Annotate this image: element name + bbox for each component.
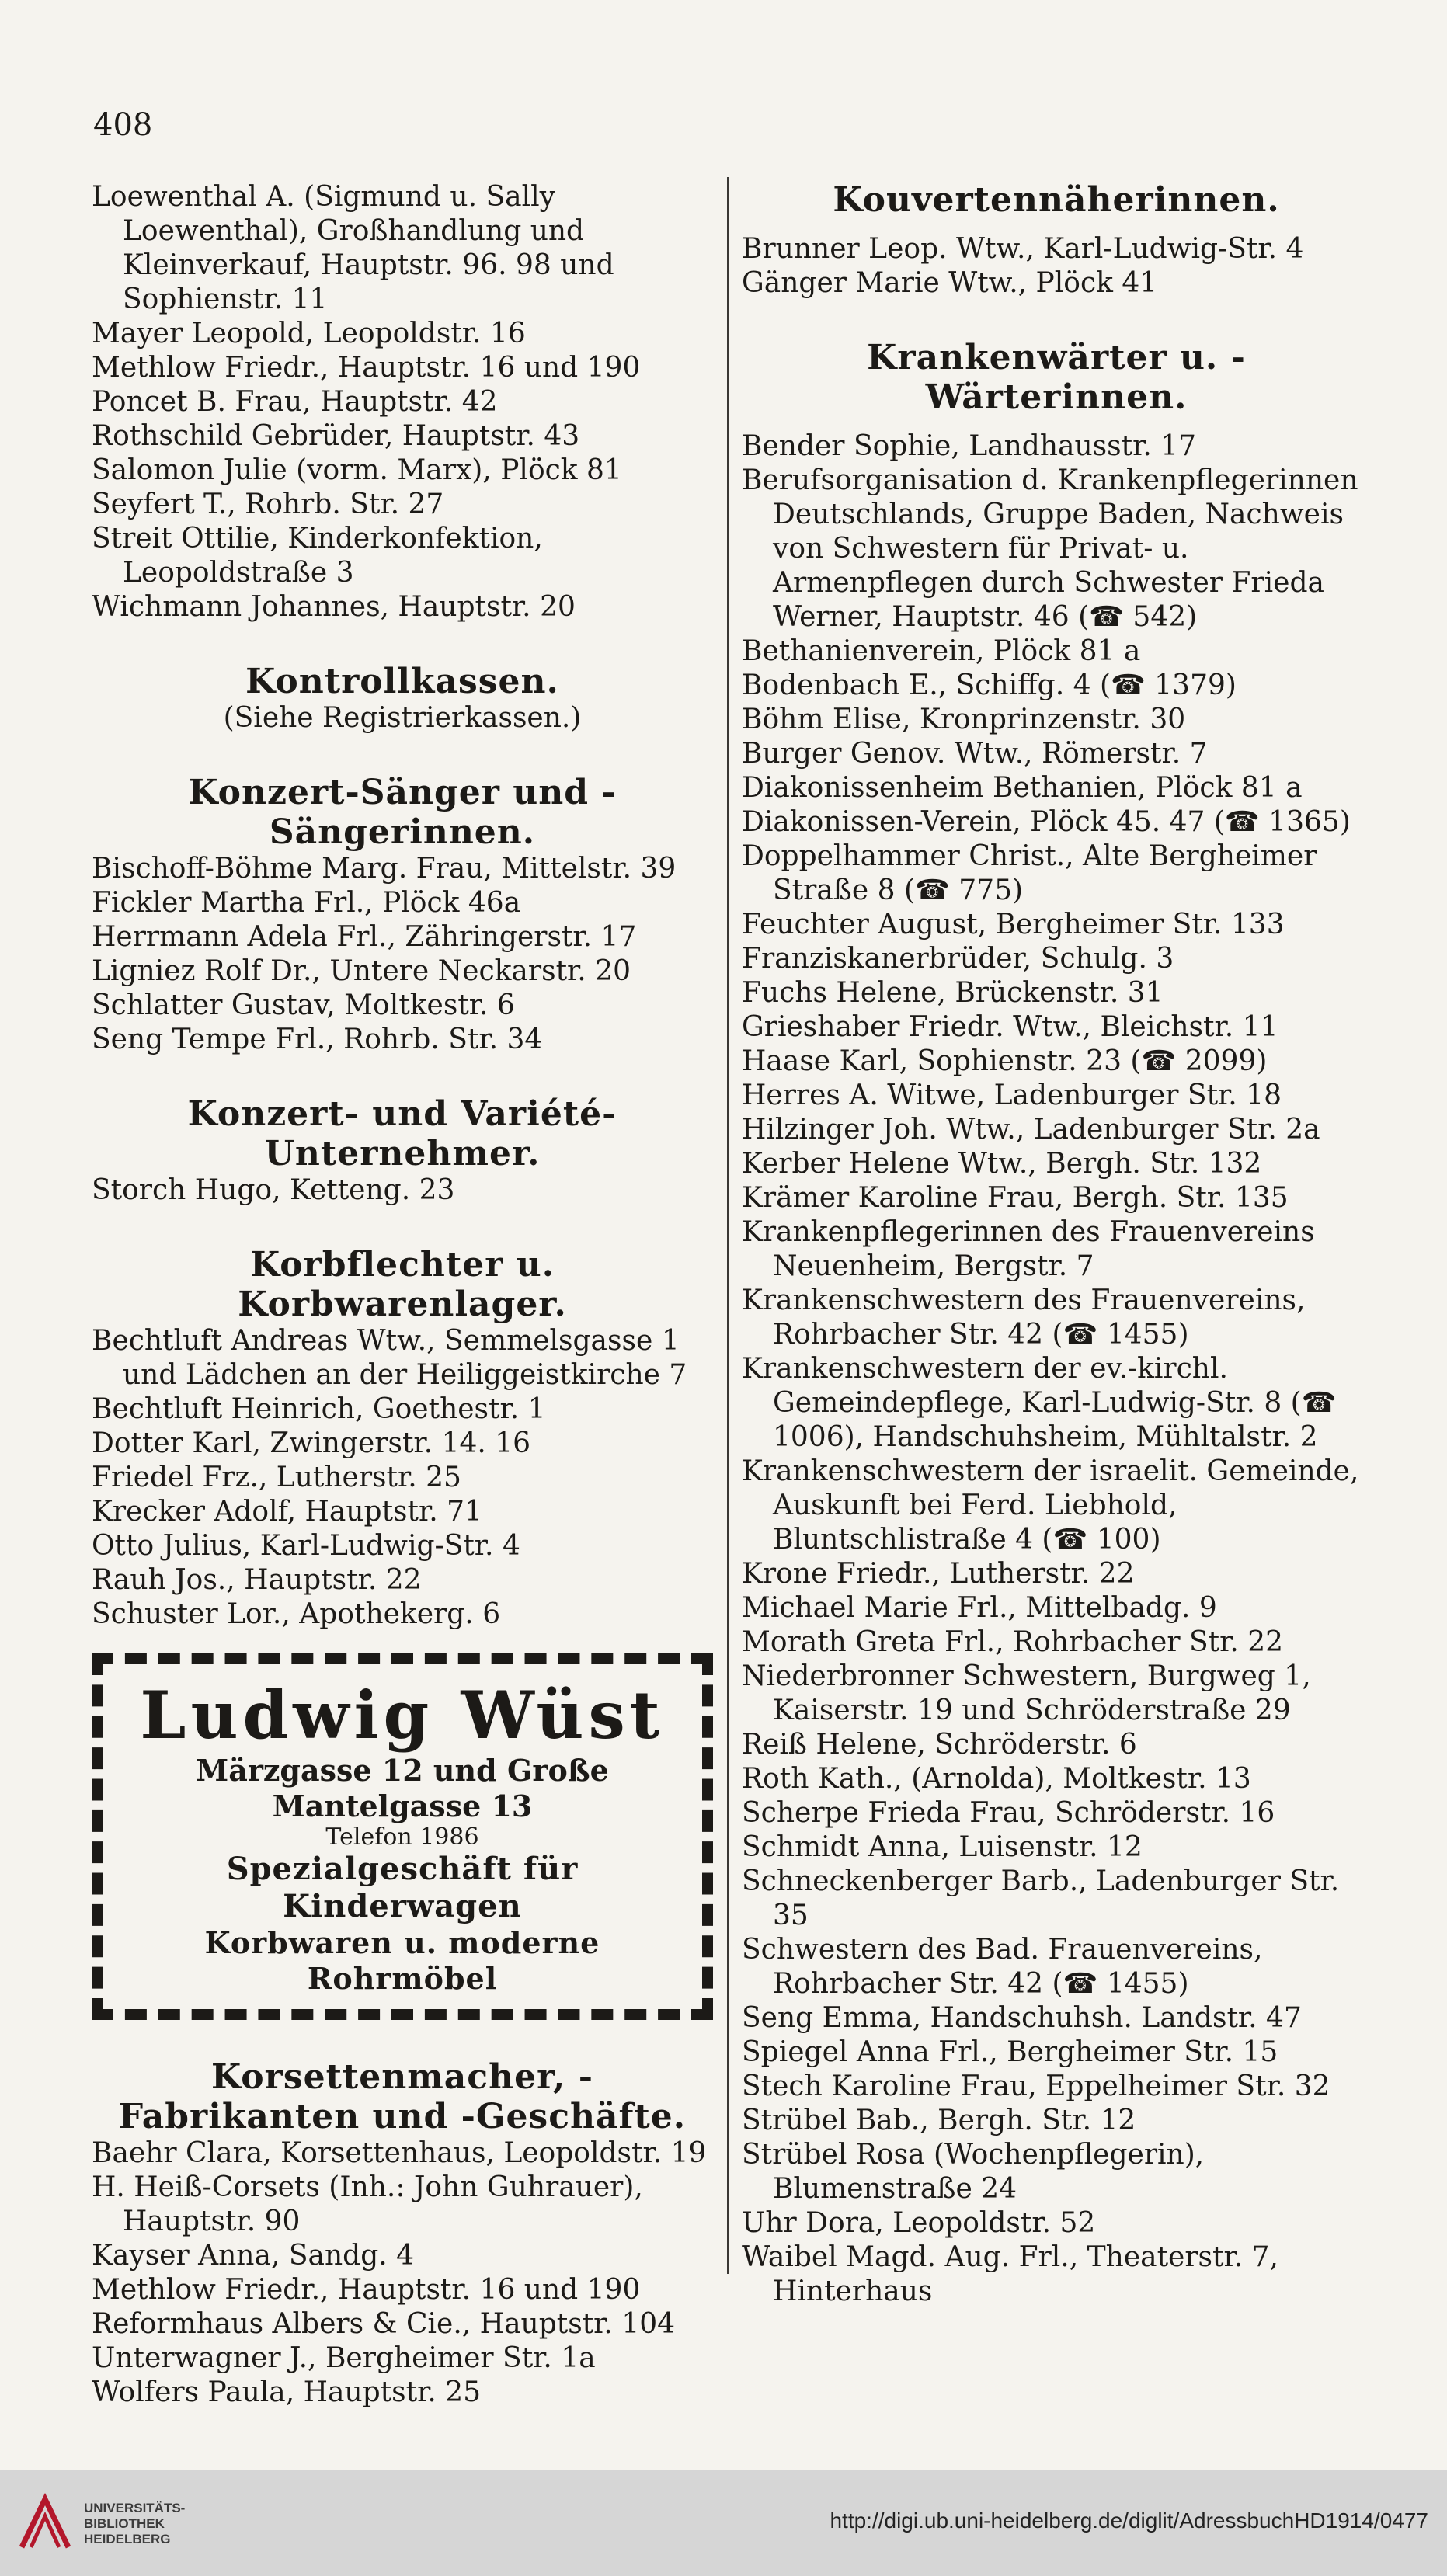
list-item: Bischoff-Böhme Marg. Frau, Mittelstr. 39	[92, 853, 677, 885]
section-heading-kontrollkassen: Kontrollkassen.	[245, 662, 559, 701]
list-item: Bender Sophie, Landhausstr. 17	[742, 430, 1197, 462]
list-item: Krankenschwestern der israelit. Gemeinde, Auskunft bei Ferd. Liebhold, Bluntschlistraße 4 (☎ 100)	[742, 1455, 1359, 1556]
list-item: Spiegel Anna Frl., Bergheimer Str. 15	[742, 2036, 1278, 2068]
list-item: Burger Genov. Wtw., Römerstr. 7	[742, 738, 1208, 770]
list-item: Kayser Anna, Sandg. 4	[92, 2240, 415, 2272]
list-item: Schwestern des Bad. Frauenvereins, Rohrbacher Str. 42 (☎ 1455)	[742, 1934, 1263, 2000]
list-item: Diakonissenheim Bethanien, Plöck 81 a	[742, 772, 1303, 804]
list-item: Scherpe Frieda Frau, Schröderstr. 16	[742, 1797, 1275, 1829]
section-heading-kouverten: Kouvertennäherinnen.	[833, 180, 1280, 220]
list-item: H. Heiß-Corsets (Inh.: John Guhrauer), Hauptstr. 90	[92, 2171, 643, 2237]
list-item: Herrmann Adela Frl., Zähringerstr. 17	[92, 921, 637, 953]
list-item: Poncet B. Frau, Hauptstr. 42	[92, 386, 498, 418]
ad-tagline: Korbwaren u. moderne Rohrmöbel	[204, 1925, 600, 1996]
entries-list	[92, 2136, 713, 2410]
list-item: Strübel Rosa (Wochenpflegerin), Blumenstraße 24	[742, 2139, 1205, 2205]
left-column	[92, 180, 713, 2410]
list-item: Michael Marie Frl., Mittelbadg. 9	[742, 1592, 1217, 1624]
list-item: Haase Karl, Sophienstr. 23 (☎ 2099)	[742, 1045, 1268, 1077]
library-name: UNIVERSITÄTS- BIBLIOTHEK HEIDELBERG	[84, 2501, 186, 2546]
list-item: Reiß Helene, Schröderstr. 6	[742, 1729, 1137, 1761]
advertisement-box	[92, 1653, 713, 2020]
list-item: Strübel Bab., Bergh. Str. 12	[742, 2105, 1136, 2136]
section-heading-konzert-variete: Konzert- und Variété-Unternehmer.	[187, 1094, 617, 1173]
list-item: Otto Julius, Karl-Ludwig-Str. 4	[92, 1530, 520, 1562]
list-item: Kerber Helene Wtw., Bergh. Str. 132	[742, 1148, 1262, 1180]
list-item: Fuchs Helene, Brückenstr. 31	[742, 977, 1164, 1009]
list-item: Bodenbach E., Schiffg. 4 (☎ 1379)	[742, 669, 1237, 701]
ad-address: Märzgasse 12 und Große Mantelgasse 13	[196, 1753, 609, 1823]
list-item: Schuster Lor., Apothekerg. 6	[92, 1598, 501, 1630]
list-item: Friedel Frz., Lutherstr. 25	[92, 1462, 461, 1493]
list-item: Reformhaus Albers & Cie., Hauptstr. 104	[92, 2308, 676, 2340]
list-item: Hilzinger Joh. Wtw., Ladenburger Str. 2a	[742, 1114, 1320, 1145]
list-item: Seyfert T., Rohrb. Str. 27	[92, 488, 444, 520]
list-item: Schlatter Gustav, Moltkestr. 6	[92, 989, 515, 1021]
entries-list	[742, 429, 1371, 2309]
library-logo-icon	[14, 2493, 76, 2555]
source-url-link[interactable]: http://digi.ub.uni-heidelberg.de/diglit/AdressbuchHD1914/0477	[830, 2508, 1428, 2533]
list-item: Streit Ottilie, Kinderkonfektion, Leopoldstraße 3	[92, 523, 543, 589]
ad-telephone: Telefon 1986	[325, 1823, 479, 1851]
entries-list	[92, 317, 713, 624]
viewer-footer	[0, 2470, 1447, 2576]
list-item: Rauh Jos., Hauptstr. 22	[92, 1564, 422, 1596]
list-item: Herres A. Witwe, Ladenburger Str. 18	[742, 1079, 1282, 1111]
list-item: Doppelhammer Christ., Alte Bergheimer Straße 8 (☎ 775)	[742, 840, 1317, 906]
list-item: Ligniez Rolf Dr., Untere Neckarstr. 20	[92, 955, 631, 987]
list-item: Krankenpflegerinnen des Frauenvereins Neuenheim, Bergstr. 7	[742, 1216, 1315, 1282]
list-item: Dotter Karl, Zwingerstr. 14. 16	[92, 1427, 531, 1459]
list-item: Stech Karoline Frau, Eppelheimer Str. 32	[742, 2070, 1330, 2102]
section-heading-konzert-saenger: Konzert-Sänger und -Sängerinnen.	[188, 773, 617, 852]
list-item: Brunner Leop. Wtw., Karl-Ludwig-Str. 4	[742, 233, 1304, 265]
list-item: Grieshaber Friedr. Wtw., Bleichstr. 11	[742, 1011, 1278, 1043]
ad-tagline: Spezialgeschäft für Kinderwagen	[226, 1851, 579, 1924]
cross-reference: (Siehe Registrierkassen.)	[223, 702, 582, 734]
list-item: Berufsorganisation d. Krankenpflegerinnen Deutschlands, Gruppe Baden, Nachweis von Schwestern für Privat- u. Armenpflegen durch Schwester Frieda Werner, Hauptstr. 46 (☎ 542)	[742, 464, 1358, 633]
list-item: Diakonissen-Verein, Plöck 45. 47 (☎ 1365)	[742, 806, 1351, 838]
list-item: Morath Greta Frl., Rohrbacher Str. 22	[742, 1626, 1284, 1658]
list-item: Gänger Marie Wtw., Plöck 41	[742, 267, 1158, 299]
list-item: Schneckenberger Barb., Ladenburger Str. 35	[742, 1865, 1340, 1931]
list-item: Franziskanerbrüder, Schulg. 3	[742, 943, 1174, 975]
list-item: Mayer Leopold, Leopoldstr. 16	[92, 318, 526, 349]
section-heading-krankenwaerter: Krankenwärter u. -Wärterinnen.	[867, 338, 1246, 417]
right-column	[742, 180, 1371, 2309]
list-item: Seng Emma, Handschuhsh. Landstr. 47	[742, 2002, 1302, 2034]
list-item: Böhm Elise, Kronprinzenstr. 30	[742, 704, 1186, 735]
section-heading-korsett: Korsettenmacher, -Fabrikanten und -Geschäfte.	[118, 2057, 687, 2136]
page-number: 408	[93, 107, 153, 143]
section-heading-korbflechter: Korbflechter u. Korbwarenlager.	[238, 1245, 567, 1324]
list-item: Baehr Clara, Korsettenhaus, Leopoldstr. 19	[92, 2137, 707, 2169]
list-item: Schmidt Anna, Luisenstr. 12	[742, 1831, 1143, 1863]
list-item: Krone Friedr., Lutherstr. 22	[742, 1558, 1135, 1590]
entries-list	[92, 852, 713, 1057]
entries-list	[742, 232, 1371, 301]
list-item: Roth Kath., (Arnolda), Moltkestr. 13	[742, 1763, 1251, 1795]
list-item: Bechtluft Andreas Wtw., Semmelsgasse 1 und Lädchen an der Heiliggeistkirche 7	[92, 1325, 687, 1391]
column-divider	[727, 177, 729, 2274]
list-item: Feuchter August, Bergheimer Str. 133	[742, 909, 1285, 940]
list-item: Krämer Karoline Frau, Bergh. Str. 135	[742, 1182, 1289, 1214]
list-item: Fickler Martha Frl., Plöck 46a	[92, 887, 521, 919]
list-item: Uhr Dora, Leopoldstr. 52	[742, 2207, 1096, 2239]
list-item: Loewenthal A. (Sigmund u. Sally Loewenthal), Großhandlung und Kleinverkauf, Hauptstr. 96. 98 und Sophienstr. 11	[92, 181, 614, 315]
list-item: Wolfers Paula, Hauptstr. 25	[92, 2376, 482, 2408]
list-item: Krecker Adolf, Hauptstr. 71	[92, 1496, 482, 1528]
list-item: Wichmann Johannes, Hauptstr. 20	[92, 591, 576, 623]
list-item: Seng Tempe Frl., Rohrb. Str. 34	[92, 1024, 543, 1055]
list-item: Methlow Friedr., Hauptstr. 16 und 190	[92, 352, 641, 384]
list-item: Niederbronner Schwestern, Burgweg 1, Kaiserstr. 19 und Schröderstraße 29	[742, 1660, 1311, 1726]
list-item: Rothschild Gebrüder, Hauptstr. 43	[92, 420, 580, 452]
list-item: Salomon Julie (vorm. Marx), Plöck 81	[92, 454, 622, 486]
list-item: Bechtluft Heinrich, Goethestr. 1	[92, 1393, 546, 1425]
list-item: Methlow Friedr., Hauptstr. 16 und 190	[92, 2274, 641, 2306]
entries-list	[92, 1324, 713, 1632]
list-item: Krankenschwestern des Frauenvereins, Rohrbacher Str. 42 (☎ 1455)	[742, 1285, 1306, 1351]
list-item: Storch Hugo, Ketteng. 23	[92, 1174, 455, 1206]
list-item: Unterwagner J., Bergheimer Str. 1a	[92, 2342, 596, 2374]
entries-list	[92, 1173, 713, 1208]
list-item: Bethanienverein, Plöck 81 a	[742, 635, 1141, 667]
list-item: Krankenschwestern der ev.-kirchl. Gemeindepflege, Karl-Ludwig-Str. 8 (☎ 1006), Handschuhsheim, Mühltalstr. 2	[742, 1353, 1337, 1453]
list-item: Waibel Magd. Aug. Frl., Theaterstr. 7, Hinterhaus	[742, 2241, 1278, 2307]
ad-business-name: Ludwig Wüst	[140, 1677, 665, 1754]
